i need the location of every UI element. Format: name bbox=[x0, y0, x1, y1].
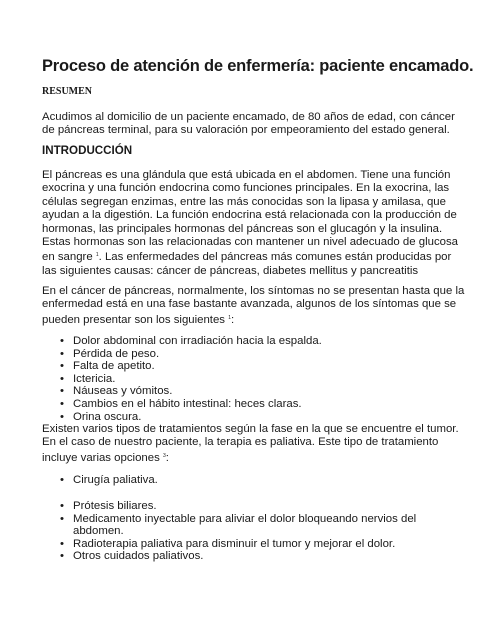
text-line: ayudan a la digestión. La función endocrina está relacionada con la producción de bbox=[42, 209, 457, 222]
bullet-icon: • bbox=[60, 372, 64, 385]
text-fragment: en sangre bbox=[42, 251, 93, 264]
tratamientos-list-b bbox=[60, 500, 470, 563]
reference-marker: 1 bbox=[95, 252, 99, 259]
list-item bbox=[60, 513, 470, 526]
list-item bbox=[60, 550, 470, 563]
text-line bbox=[42, 312, 462, 327]
bullet-icon: • bbox=[60, 360, 64, 373]
list-item bbox=[60, 398, 470, 411]
bullet-icon: • bbox=[60, 347, 64, 360]
bullet-icon: • bbox=[60, 335, 64, 347]
intro-paragraph-1 bbox=[42, 169, 462, 278]
introduccion-heading: INTRODUCCIÓN bbox=[42, 144, 133, 157]
text-fragment: pueden presentar son los siguientes bbox=[42, 313, 226, 326]
list-item bbox=[60, 411, 470, 424]
bullet-icon: • bbox=[60, 512, 64, 525]
text-line: exocrina y una función endocrina como funciones principales. En la exocrina, las bbox=[42, 182, 450, 195]
text-line: Estas hormonas son las relacionadas con mantener un nivel adecuado de glucosa bbox=[42, 236, 459, 249]
text-fragment: incluye varias opciones bbox=[42, 451, 160, 464]
list-item bbox=[60, 348, 470, 361]
list-item bbox=[60, 385, 470, 398]
text-fragment: : bbox=[165, 451, 169, 464]
bullet-icon: • bbox=[60, 410, 64, 423]
list-item bbox=[60, 373, 470, 386]
list-item-text: Dolor abdominal con irradiación hacia la espalda. bbox=[73, 335, 322, 347]
bullet-icon: • bbox=[60, 385, 64, 398]
document-title: Proceso de atención de enfermería: paciente encamado. bbox=[42, 57, 474, 75]
text-line bbox=[42, 249, 462, 264]
text-line: En el cáncer de páncreas, normalmente, los síntomas no se presentan hasta que la bbox=[42, 285, 465, 297]
text-line: hormonas, las principales hormonas del páncreas son el glucagón y la insulina. bbox=[42, 222, 443, 235]
list-item-text: Cambios en el hábito intestinal: heces claras. bbox=[73, 397, 302, 410]
text-line: El páncreas es una glándula que está ubicada en el abdomen. Tiene una función bbox=[42, 169, 451, 181]
list-item-text: Prótesis biliares. bbox=[73, 500, 157, 512]
intro-paragraph-2 bbox=[42, 285, 465, 327]
text-line: las siguientes causas: cáncer de páncreas, diabetes mellitus y pancreatitis bbox=[42, 264, 419, 277]
list-item-continuation bbox=[60, 525, 470, 538]
bullet-icon: • bbox=[60, 537, 64, 550]
resumen-paragraph bbox=[42, 111, 462, 138]
list-item-text: Pérdida de peso. bbox=[73, 347, 160, 360]
list-item bbox=[60, 335, 470, 348]
text-fragment: : bbox=[230, 313, 235, 326]
resumen-heading: RESUMEN bbox=[42, 86, 93, 97]
list-item bbox=[60, 500, 470, 513]
list-item-text: abdomen. bbox=[73, 525, 124, 538]
text-line: de páncreas terminal, para su valoración por empeoramiento del estado general. bbox=[42, 124, 450, 137]
list-item-text: Ictericia. bbox=[73, 372, 116, 385]
list-item bbox=[60, 474, 470, 487]
list-item-text: Cirugía paliativa. bbox=[73, 474, 158, 486]
bullet-icon: • bbox=[60, 474, 64, 486]
list-item bbox=[60, 538, 470, 551]
text-line: enfermedad está en una fase bastante avanzada, algunos de los síntomas que se bbox=[42, 298, 457, 311]
bullet-icon: • bbox=[60, 397, 64, 410]
list-item-text: Medicamento inyectable para aliviar el dolor bloqueando nervios del bbox=[73, 512, 417, 525]
text-line: células segregan enzimas, entre las más conocidas son la lipasa y amilasa, que bbox=[42, 195, 446, 208]
bullet-icon: • bbox=[60, 500, 64, 512]
text-line: Acudimos al domicilio de un paciente encamado, de 80 años de edad, con cáncer bbox=[42, 111, 455, 123]
sintomas-list bbox=[60, 335, 470, 423]
text-line bbox=[42, 450, 462, 465]
intro-paragraph-3 bbox=[42, 423, 462, 465]
reference-marker: 1 bbox=[228, 314, 231, 321]
list-item-text: Náuseas y vómitos. bbox=[73, 385, 173, 398]
list-item-text: Radioterapia paliativa para disminuir el tumor y mejorar el dolor. bbox=[73, 537, 396, 550]
tratamientos-list-a bbox=[60, 474, 470, 487]
list-item-text: Otros cuidados paliativos. bbox=[73, 550, 204, 563]
text-line: Existen varios tipos de tratamientos según la fase en la que se encuentre el tumor. bbox=[42, 423, 459, 435]
list-item-text: Orina oscura. bbox=[73, 410, 142, 423]
text-line: En el caso de nuestro paciente, la terapia es paliativa. Este tipo de tratamiento bbox=[42, 436, 439, 449]
reference-marker: 3 bbox=[162, 452, 166, 459]
list-item bbox=[60, 360, 470, 373]
bullet-icon: • bbox=[60, 550, 64, 563]
text-fragment: . Las enfermedades del páncreas más comunes están producidas por bbox=[98, 251, 452, 264]
list-item-text: Falta de apetito. bbox=[73, 360, 155, 373]
